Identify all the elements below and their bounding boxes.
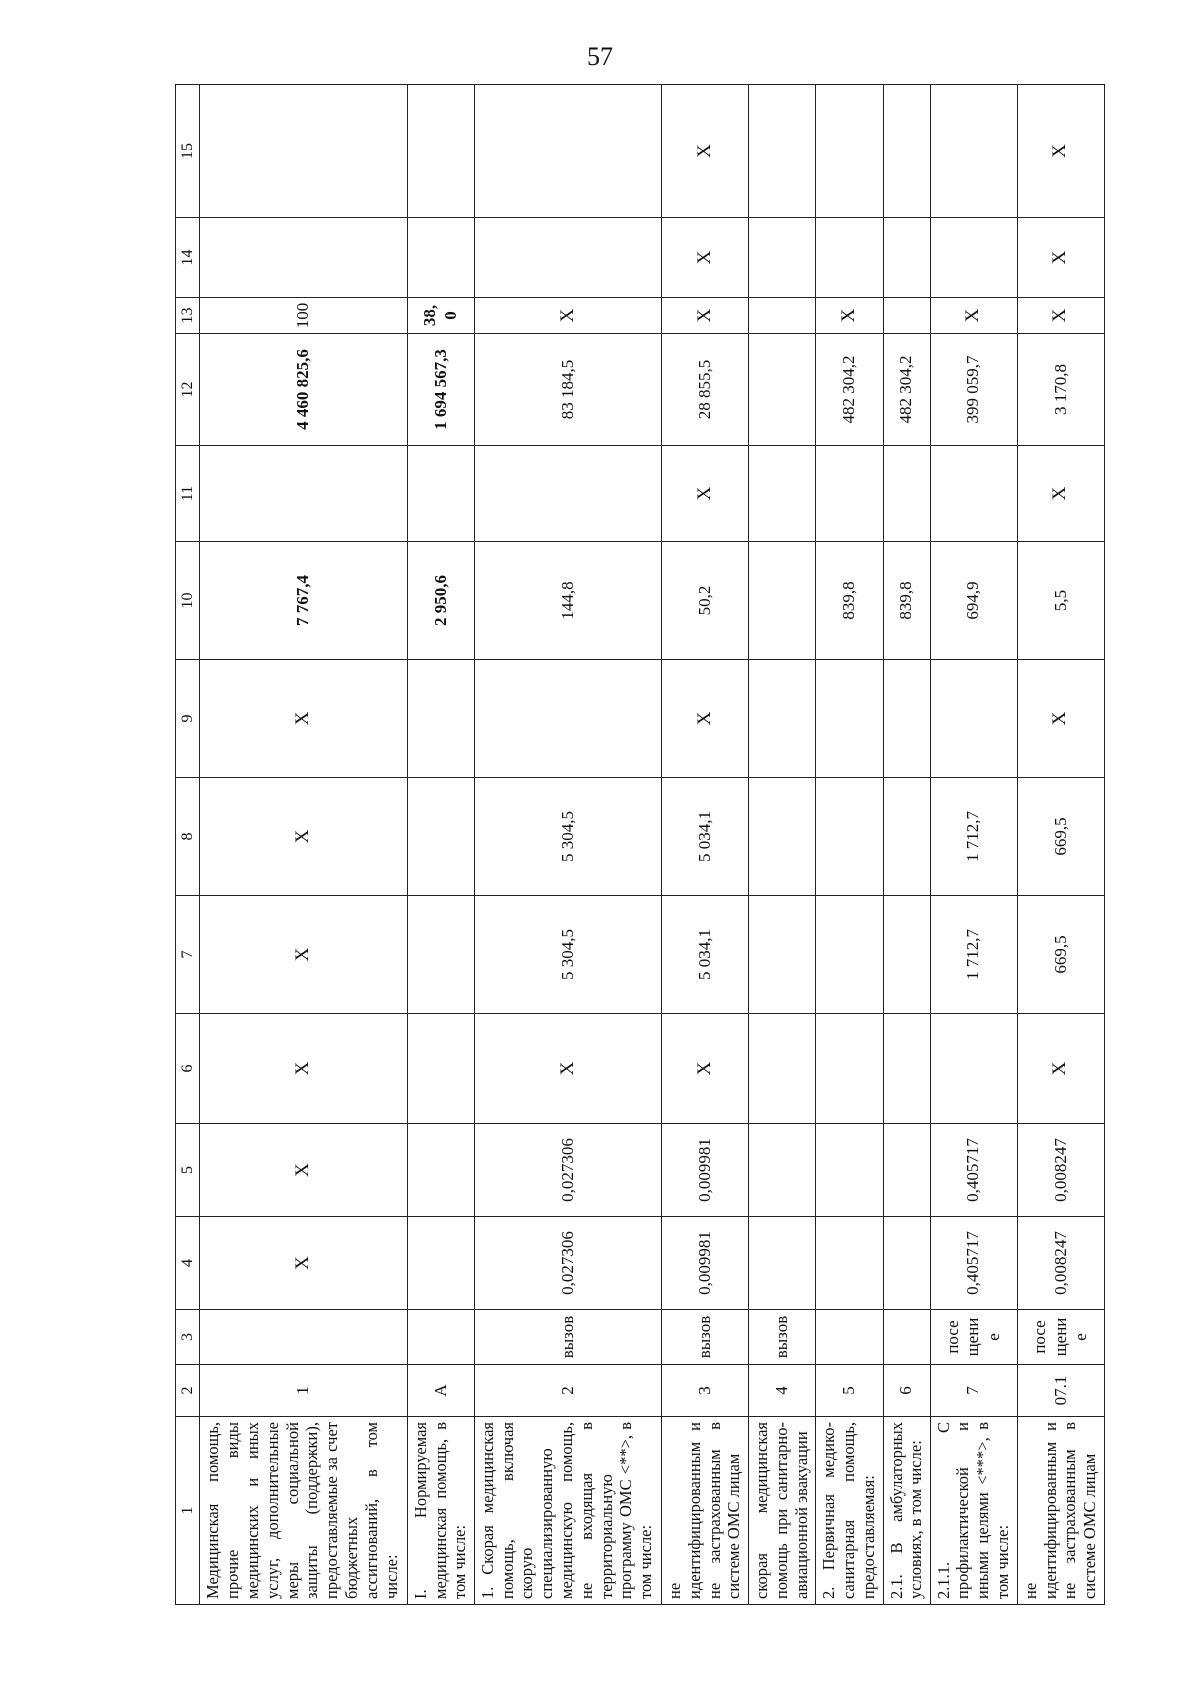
table-cell: вызов [474,1310,661,1365]
table-row [407,85,474,1605]
table-cell [816,1310,883,1365]
table-cell: X [1017,660,1104,778]
table-cell: 100 [200,298,407,334]
table-cell: X [662,218,749,298]
header-cell: 14 [176,218,200,298]
table-cell [883,896,930,1014]
table-cell [407,1310,474,1365]
table-cell: 1 712,7 [930,896,1017,1014]
table-row [200,85,407,1605]
table-cell: 694,9 [930,542,1017,660]
table-cell [816,85,883,218]
table-cell [883,660,930,778]
table-cell [883,1217,930,1310]
table-cell: X [662,85,749,218]
table-cell: X [662,446,749,542]
table-cell [407,1124,474,1217]
table-cell: 3 170,8 [1017,334,1104,446]
row-label-cell: не идентифицированным и не застрахованным в системе ОМС лицам [662,1417,749,1605]
table-cell [200,85,407,218]
table-container [175,85,1105,1605]
table-cell: X [930,298,1017,334]
table-cell [200,1310,407,1365]
table-cell [816,1124,883,1217]
table-header-row [176,85,200,1605]
table-cell: 5 034,1 [662,896,749,1014]
table-cell [816,1014,883,1124]
table-cell: 3 [662,1365,749,1417]
header-cell: 5 [176,1124,200,1217]
table-cell: 5 304,5 [474,896,661,1014]
table-cell: вызов [662,1310,749,1365]
table-cell: вызов [749,1310,816,1365]
table-cell: 669,5 [1017,778,1104,896]
table-cell: X [200,1217,407,1310]
table-cell: 4 [749,1365,816,1417]
table-cell: 07.1 [1017,1365,1104,1417]
row-label-cell: 2. Первичная медико-санитарная помощь, предоставляемая: [816,1417,883,1605]
table-cell [749,218,816,298]
page-number: 57 [587,42,613,71]
table-cell: 0,009981 [662,1124,749,1217]
table-row [749,85,816,1605]
table-cell [407,85,474,218]
table-cell: X [200,896,407,1014]
header-cell: 9 [176,660,200,778]
table-cell: 0,009981 [662,1217,749,1310]
row-label-cell: 2.1. В амбулаторных условиях, в том числе: [883,1417,930,1605]
table-cell: 5 [816,1365,883,1417]
table-cell [816,218,883,298]
table-cell [749,896,816,1014]
header-cell: 11 [176,446,200,542]
table-cell: 399 059,7 [930,334,1017,446]
row-label-cell: 1. Скорая медицинская помощь, включая скорую специализированную медицинскую помощь, не входящая в территориальную программу ОМС <**>, в том числе: [474,1417,661,1605]
table-cell [474,660,661,778]
table-cell: X [474,298,661,334]
table-cell: 669,5 [1017,896,1104,1014]
table-cell: 0,027306 [474,1217,661,1310]
data-table [175,84,1105,1605]
table-cell [883,298,930,334]
table-cell [816,446,883,542]
table-cell [816,778,883,896]
table-cell: 1 694 567,3 [407,334,474,446]
table-cell: X [662,298,749,334]
table-cell [749,660,816,778]
table-cell [883,778,930,896]
table-cell: X [1017,1014,1104,1124]
header-cell: 7 [176,896,200,1014]
table-cell: 482 304,2 [883,334,930,446]
table-cell [407,218,474,298]
table-cell [749,1014,816,1124]
header-cell: 3 [176,1310,200,1365]
table-cell: 0,405717 [930,1124,1017,1217]
table-cell: 5 304,5 [474,778,661,896]
table-cell [749,334,816,446]
table-cell: 38,0 [407,298,474,334]
row-label-cell: I. Нормируемая медицинская помощь, в том числе: [407,1417,474,1605]
table-cell [407,896,474,1014]
row-label-cell: 2.1.1. С профилактической и иными целями <***>, в том числе: [930,1417,1017,1605]
table-cell: 1 712,7 [930,778,1017,896]
table-cell [883,1014,930,1124]
table-cell: X [662,1014,749,1124]
table-cell [407,446,474,542]
table-cell [749,85,816,218]
table-cell [816,660,883,778]
table-row [1017,85,1104,1605]
row-label-cell: Медицинская помощь, прочие виды медицинских и иных услуг, дополнительные меры социальной защиты (поддержки), предоставляемые за счет бюджетных ассигнований, в том числе: [200,1417,407,1605]
table-row [930,85,1017,1605]
table-cell: X [662,660,749,778]
row-label-cell: скорая медицинская помощь при санитарно-авиационной эвакуации [749,1417,816,1605]
table-cell: 1 [200,1365,407,1417]
table-cell: 0,008247 [1017,1217,1104,1310]
table-cell: 83 184,5 [474,334,661,446]
table-cell: X [200,778,407,896]
table-cell: 0,405717 [930,1217,1017,1310]
table-cell: X [1017,298,1104,334]
table-cell: 839,8 [816,542,883,660]
table-cell [749,298,816,334]
table-cell: посещение [930,1310,1017,1365]
header-cell: 4 [176,1217,200,1310]
table-cell: 144,8 [474,542,661,660]
table-row [474,85,661,1605]
table-cell [749,1124,816,1217]
header-cell: 10 [176,542,200,660]
table-cell: X [1017,85,1104,218]
table-cell [474,85,661,218]
table-cell: посещение [1017,1310,1104,1365]
table-cell [200,446,407,542]
table-cell [200,218,407,298]
table-cell: 7 767,4 [200,542,407,660]
table-cell [883,218,930,298]
header-cell: 2 [176,1365,200,1417]
table-cell: 50,2 [662,542,749,660]
table-cell: X [1017,218,1104,298]
table-cell [749,446,816,542]
header-cell: 15 [176,85,200,218]
header-cell: 1 [176,1417,200,1605]
header-cell: 13 [176,298,200,334]
table-cell: 839,8 [883,542,930,660]
table-cell: А [407,1365,474,1417]
table-cell [930,446,1017,542]
header-cell: 6 [176,1014,200,1124]
table-cell: 482 304,2 [816,334,883,446]
header-cell: 12 [176,334,200,446]
table-cell [474,218,661,298]
table-cell [474,446,661,542]
table-cell [930,660,1017,778]
table-cell: X [1017,446,1104,542]
table-cell [407,660,474,778]
table-cell [883,1310,930,1365]
table-cell: 4 460 825,6 [200,334,407,446]
table-row [816,85,883,1605]
table-cell [749,1217,816,1310]
table-cell: X [200,1014,407,1124]
table-cell: X [200,1124,407,1217]
table-cell [930,1014,1017,1124]
table-cell [816,1217,883,1310]
table-cell [930,85,1017,218]
table-cell [749,542,816,660]
table-cell: 0,008247 [1017,1124,1104,1217]
table-cell [930,218,1017,298]
header-cell: 8 [176,778,200,896]
row-label-cell: не идентифицированным и не застрахованным в системе ОМС лицам [1017,1417,1104,1605]
table-cell: 6 [883,1365,930,1417]
table-cell [816,896,883,1014]
table-cell [883,446,930,542]
table-cell: 2 [474,1365,661,1417]
table-cell: 5,5 [1017,542,1104,660]
table-cell: 0,027306 [474,1124,661,1217]
table-cell [749,778,816,896]
table-cell [407,1014,474,1124]
table-cell: X [474,1014,661,1124]
table-cell [883,85,930,218]
table-cell [883,1124,930,1217]
table-cell [407,1217,474,1310]
table-row [883,85,930,1605]
table-cell: 2 950,6 [407,542,474,660]
table-cell: 5 034,1 [662,778,749,896]
table-cell: X [816,298,883,334]
table-cell [407,778,474,896]
table-cell: X [200,660,407,778]
table-row [662,85,749,1605]
table-cell: 28 855,5 [662,334,749,446]
table-cell: 7 [930,1365,1017,1417]
